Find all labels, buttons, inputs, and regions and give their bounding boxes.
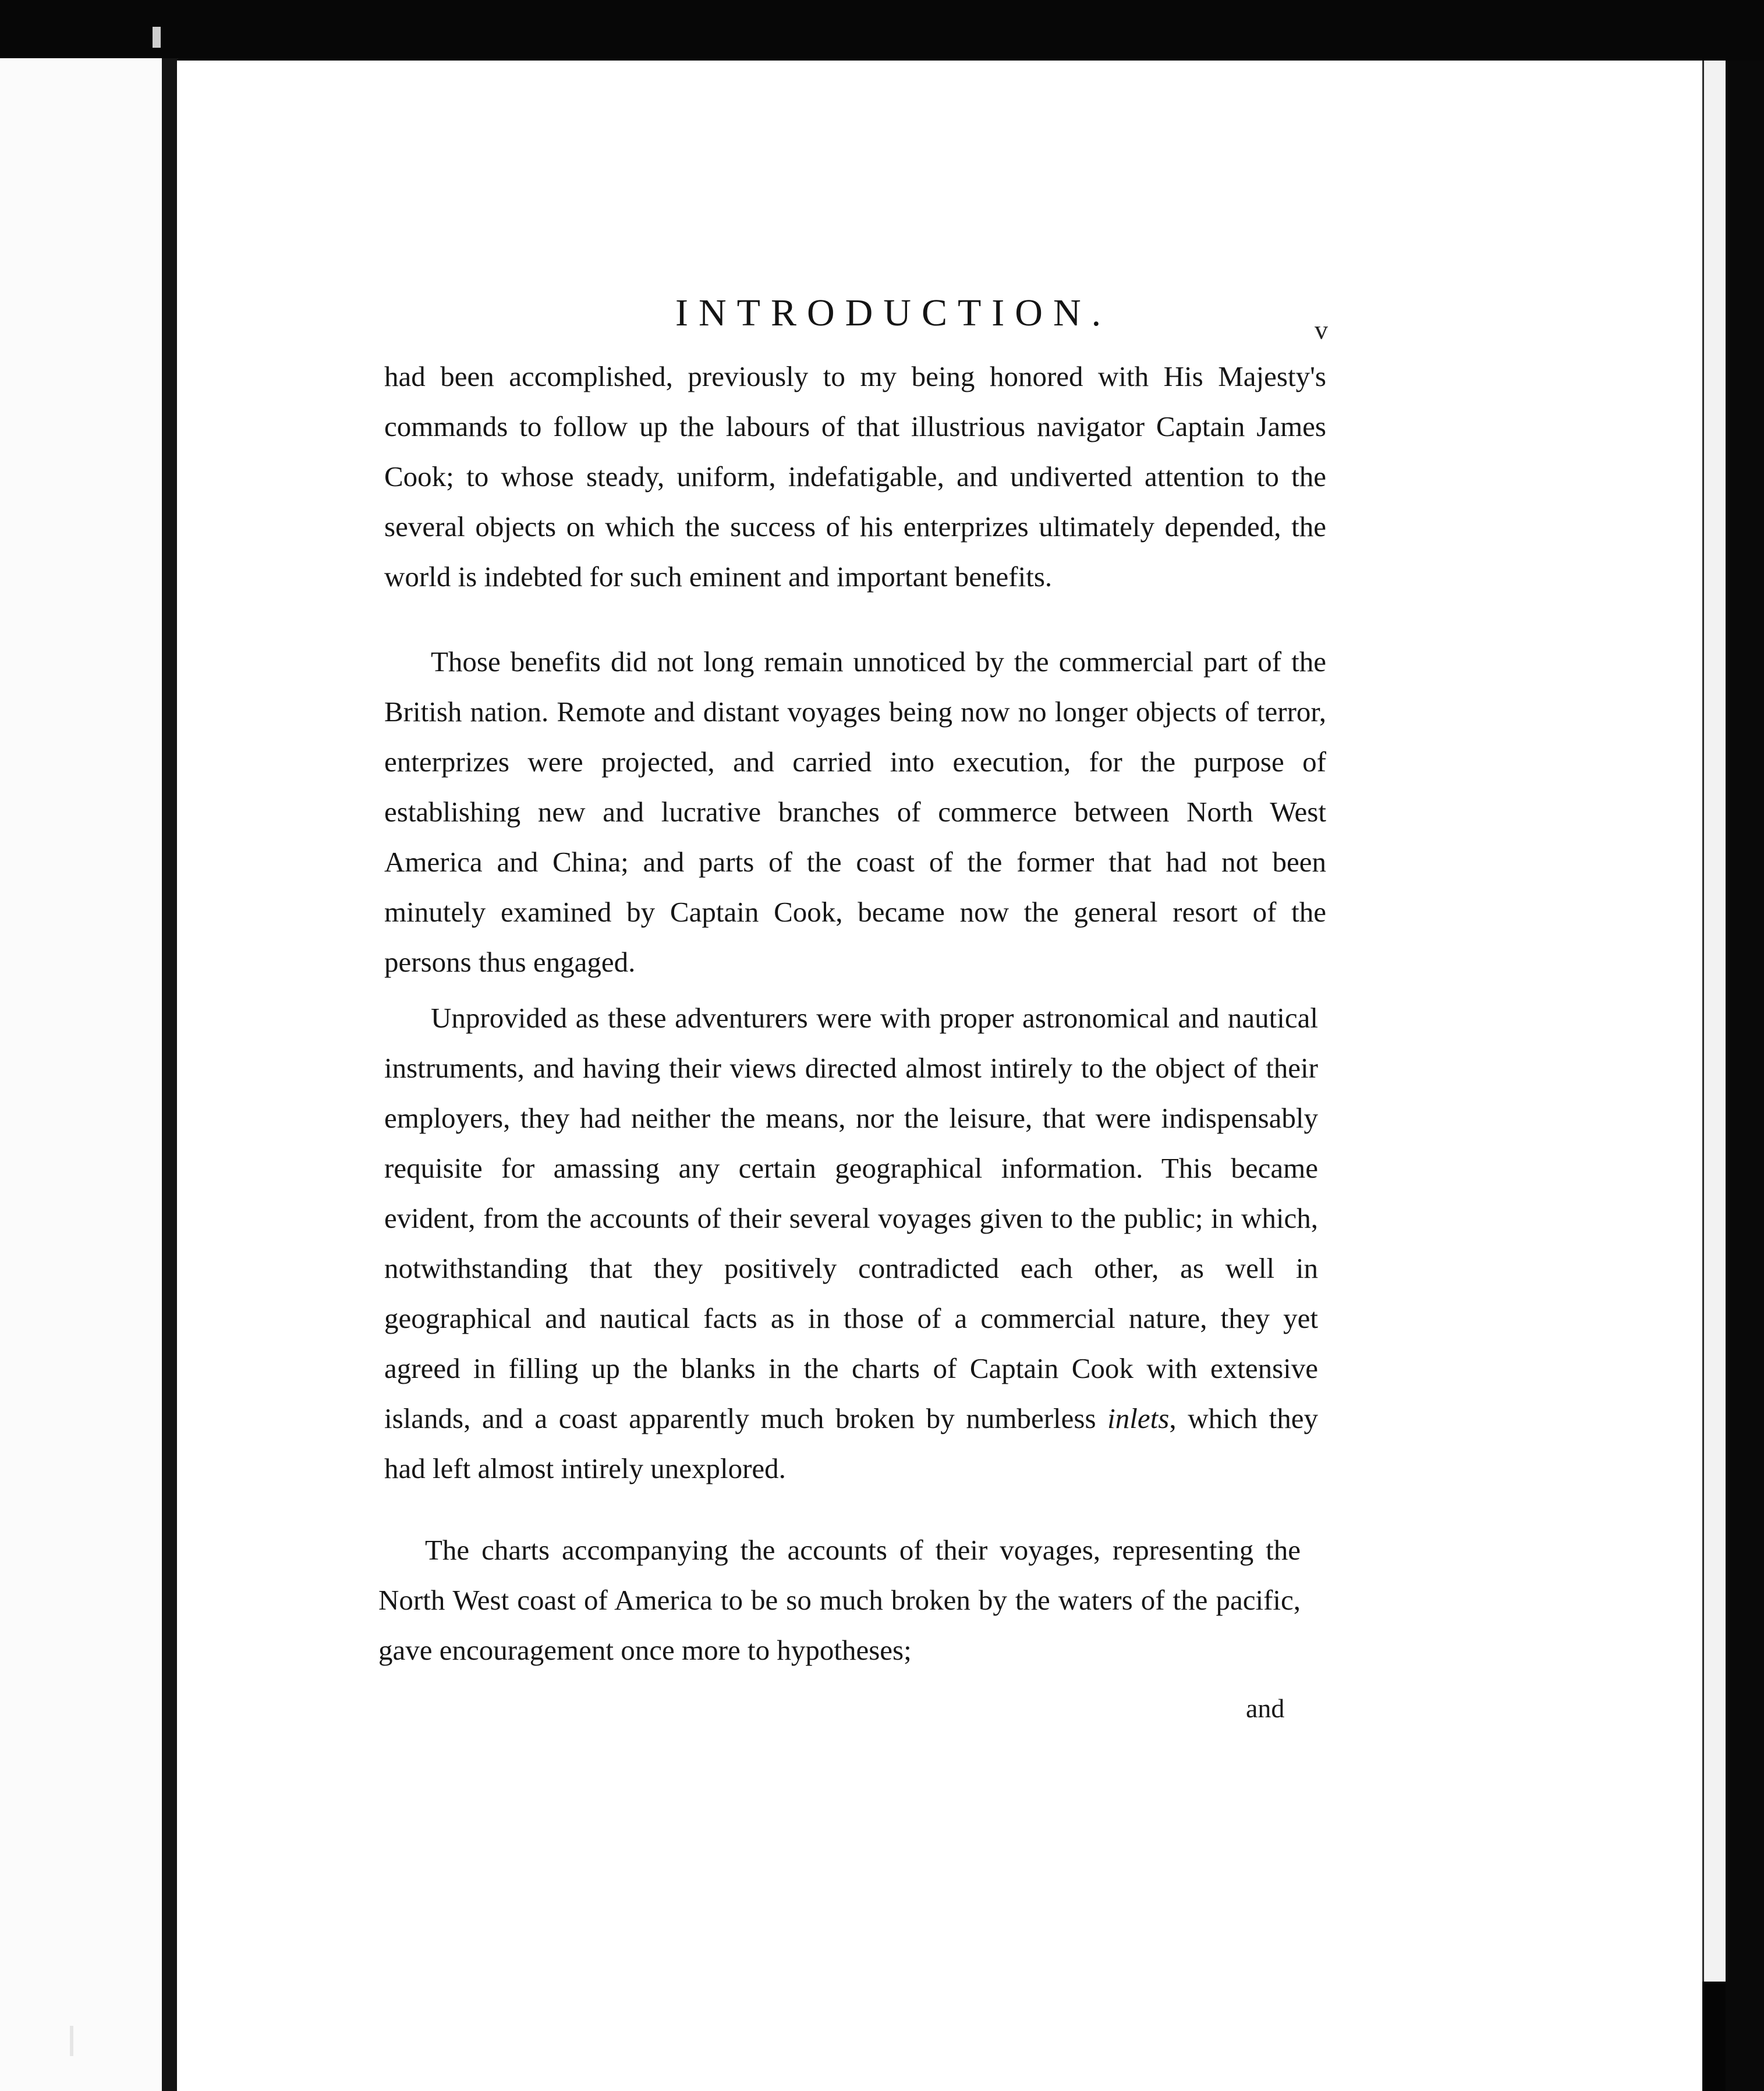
paragraph-3-text-end: , which they had left almost intirely unexplored. [384, 1402, 1318, 1484]
facing-page-edge [0, 58, 162, 2091]
scan-right-border [1726, 61, 1764, 2091]
paragraph-3-emphasis: inlets [1107, 1402, 1170, 1434]
underlying-leaf-edge [1702, 61, 1727, 1982]
scan-top-border [0, 0, 1764, 64]
scan-speck [153, 27, 161, 48]
paragraph-2-text: Those benefits did not long remain unnoticed by the commercial part of the British nation. Remote and distant voyages being now no longer objects of terror, enterprizes were projected, and carried into execution, for the purpose of establishing new and lucrative branches of commerce between North West America and China; and parts of the coast of the former that had not been minutely examined by Captain Cook, became now the general resort of the persons thus engaged. [384, 646, 1326, 978]
running-head: INTRODUCTION. [675, 292, 1112, 334]
paragraph-4 [378, 1525, 1301, 1675]
binding-gutter [162, 58, 178, 2091]
catchword: and [1246, 1693, 1285, 1723]
paragraph-3-text: Unprovided as these adventurers were with proper astronomical and nautical instruments, and having their views directed almost intirely to the object of their employers, they had neither the means, nor the leisure, that were indispensably requisite for amassing any certain geographical information. This became evident, from the accounts of their several voyages given to the public; in which, notwithstanding that they positively contradicted each other, as well in geographical and nautical facts as in those of a commercial nature, they yet agreed in filling up the blanks in the charts of Captain Cook with extensive islands, and a coast apparently much broken by numberless [384, 1002, 1318, 1434]
paragraph-2 [384, 637, 1326, 987]
paragraph-3 [384, 993, 1318, 1494]
paragraph-4-text: The charts accompanying the accounts of their voyages, representing the North West coast of America to be so much broken by the waters of the pacific, gave encouragement once more to hypotheses; [378, 1534, 1301, 1666]
paragraph-1-text: had been accomplished, previously to my being honored with His Majesty's commands to follow up the labours of that illustrious navigator Captain James Cook; to whose steady, uniform, indefatigable, and undiverted attention to the several objects on which the success of his enterprizes ultimately depended, the world is indebted for such eminent and important benefits. [384, 360, 1326, 593]
scan-speck [70, 2026, 73, 2056]
page-number: v [1315, 315, 1328, 345]
paragraph-1 [384, 352, 1326, 602]
